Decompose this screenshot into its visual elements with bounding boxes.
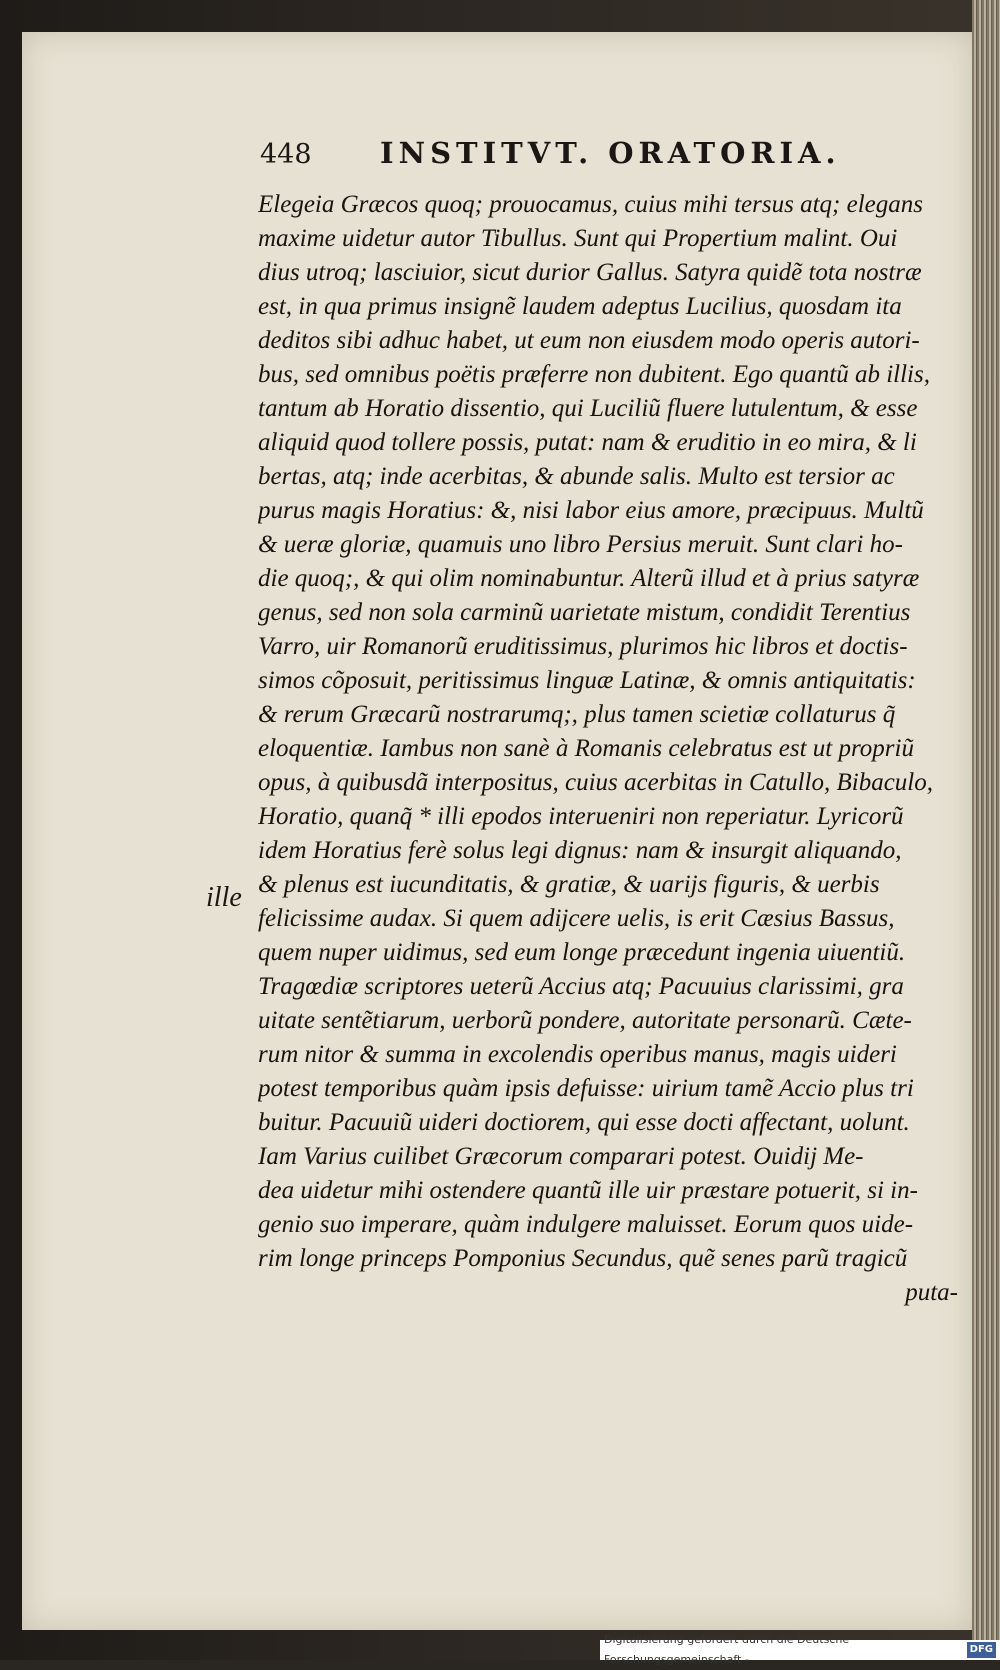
text-line: est, in qua primus insignẽ laudem adeptus Lucilius, quosdam ita: [258, 293, 902, 320]
text-line: tantum ab Horatio dissentio, qui Luciliũ fluere lutulentum, & esse: [258, 395, 918, 422]
text-line: potest temporibus quàm ipsis defuisse: uirium tamẽ Accio plus tri: [258, 1075, 914, 1102]
body-text: [258, 188, 958, 1310]
text-line: Tragœdiæ scriptores ueterũ Accius atq; Pacuuius clarissimi, gra: [258, 973, 904, 1000]
text-line: idem Horatius ferè solus legi dignus: nam & insurgit aliquando,: [258, 837, 902, 864]
text-line: Horatio, quanq̃ * illi epodos interueniri non reperiatur. Lyricorũ: [258, 803, 904, 830]
text-line: die quoq;, & qui olim nominabuntur. Alterũ illud et à prius satyræ: [258, 565, 920, 592]
footer-credit: Digitalisierung gefördert durch die Deutsche Forschungsgemeinschaft -: [604, 1633, 850, 1666]
text-line: puta-: [905, 1279, 958, 1306]
text-line: genus, sed non sola carminũ uarietate mistum, condidit Terentius: [258, 599, 911, 626]
text-line: rim longe princeps Pomponius Secundus, quẽ senes parũ tragicũ: [258, 1245, 908, 1272]
text-line: Varro, uir Romanorũ eruditissimus, plurimos hic libros et doctis-: [258, 633, 908, 660]
text-line: maxime uidetur autor Tibullus. Sunt qui Propertium malint. Oui: [258, 225, 898, 252]
text-line: aliquid quod tollere possis, putat: nam & eruditio in eo mira, & li: [258, 429, 917, 456]
dfg-logo: DFG: [967, 1642, 996, 1658]
text-line: opus, à quibusdã interpositus, cuius acerbitas in Catullo, Bibaculo,: [258, 769, 933, 796]
text-line: purus magis Horatius: &, nisi labor eius amore, præcipuus. Multũ: [258, 497, 924, 524]
text-line: quem nuper uidimus, sed eum longe præcedunt ingenia uiuentiũ.: [258, 939, 906, 966]
text-line: dea uidetur mihi ostendere quantũ ille uir præstare potuerit, si in-: [258, 1177, 918, 1204]
text-line: & rerum Græcarũ nostrarumq;, plus tamen scietiæ collaturus q̃: [258, 701, 896, 728]
text-line: felicissime audax. Si quem adijcere uelis, is erit Cæsius Bassus,: [258, 905, 895, 932]
page-number: 448: [260, 139, 312, 170]
book-page-edges: [972, 0, 1000, 1640]
text-line: bertas, atq; inde acerbitas, & abunde salis. Multo est tersior ac: [258, 463, 895, 490]
text-line: uitate sentẽtiarum, uerborũ pondere, autoritate personarũ. Cæte-: [258, 1007, 912, 1034]
text-line: rum nitor & summa in excolendis operibus manus, magis uideri: [258, 1041, 897, 1068]
page-header: [260, 136, 870, 176]
text-line: simos cõposuit, peritissimus linguæ Latinæ, & omnis antiquitatis:: [258, 667, 916, 694]
text-line: deditos sibi adhuc habet, ut eum non eiusdem modo operis autori-: [258, 327, 920, 354]
margin-note: ille: [206, 882, 242, 913]
text-line: bus, sed omnibus poëtis præferre non dubitent. Ego quantũ ab illis,: [258, 361, 930, 388]
running-title: INSTITVT. ORATORIA.: [380, 136, 841, 170]
text-line: eloquentiæ. Iambus non sanè à Romanis celebratus est ut propriũ: [258, 735, 914, 762]
text-line: Iam Varius cuilibet Græcorum comparari potest. Ouidij Me-: [258, 1143, 864, 1170]
text-line: dius utroq; lasciuior, sicut durior Gallus. Satyra quidẽ tota nostræ: [258, 259, 922, 286]
text-line: buitur. Pacuuiũ uideri doctiorem, qui esse docti affectant, uolunt.: [258, 1109, 910, 1136]
text-line: & ueræ gloriæ, quamuis uno libro Persius meruit. Sunt clari ho-: [258, 531, 903, 558]
text-line: Elegeia Græcos quoq; prouocamus, cuius mihi tersus atq; elegans: [258, 191, 923, 218]
digitization-footer: [600, 1633, 1000, 1666]
text-line: genio suo imperare, quàm indulgere maluisset. Eorum quos uide-: [258, 1211, 914, 1238]
text-line: & plenus est iucunditatis, & gratiæ, & uarijs figuris, & uerbis: [258, 871, 880, 898]
